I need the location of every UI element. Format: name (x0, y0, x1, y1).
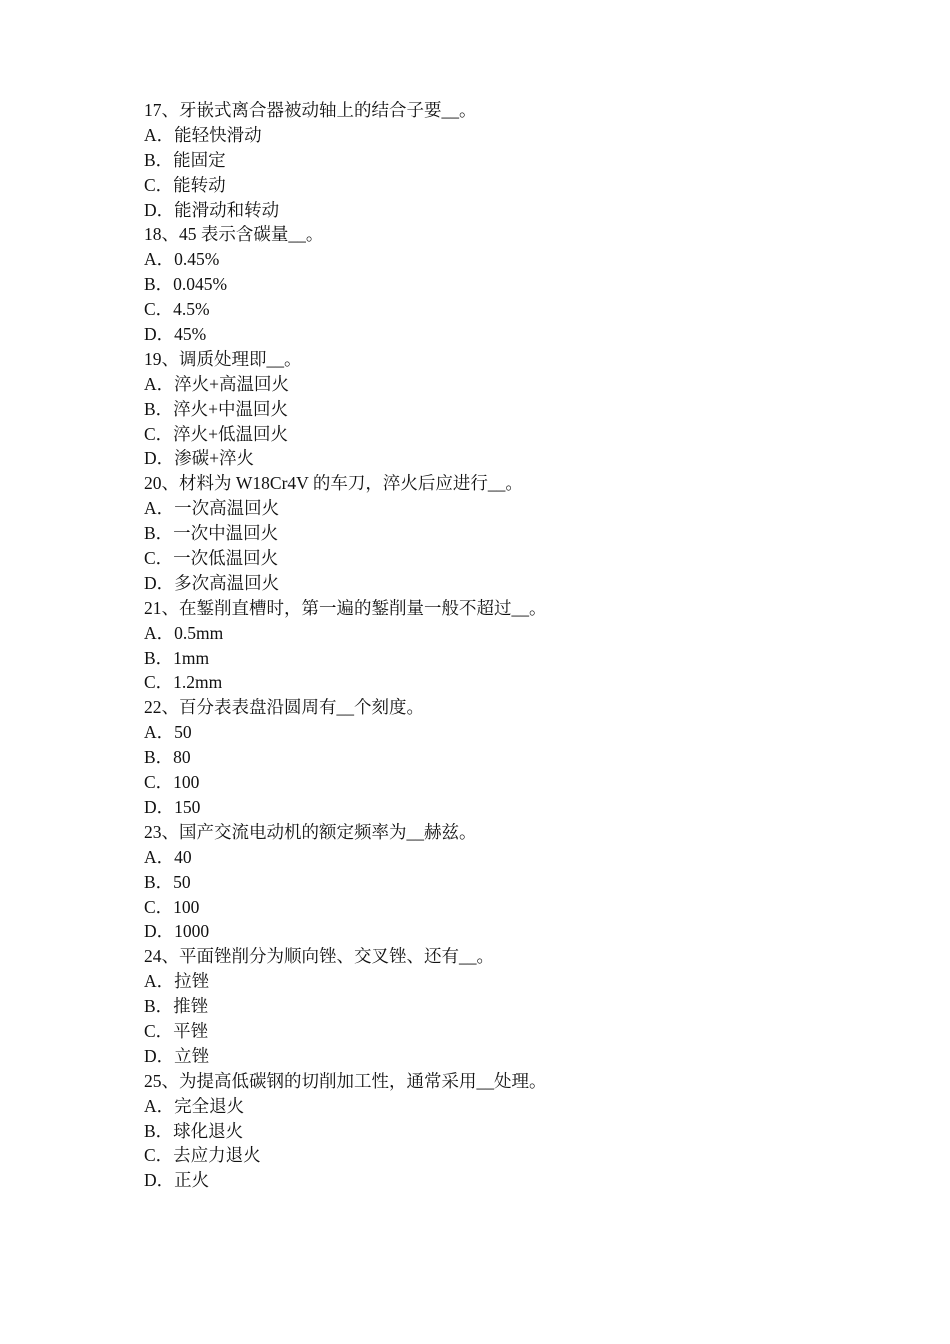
answer-option: D．150 (144, 796, 201, 817)
answer-option: B．球化退火 (144, 1120, 244, 1141)
answer-option: A．40 (144, 846, 192, 867)
answer-option: D．渗碳+淬火 (144, 448, 255, 469)
question-stem: 19、调质处理即__。 (144, 348, 302, 369)
answer-option: A．完全退火 (144, 1095, 245, 1116)
answer-option: B．1mm (144, 647, 210, 668)
question-stem: 18、45 表示含碳量__。 (144, 224, 324, 245)
answer-option: D．能滑动和转动 (144, 199, 280, 220)
answer-option: B．80 (144, 747, 191, 768)
question-list (144, 98, 844, 1193)
answer-option: B．一次中温回火 (144, 523, 279, 544)
answer-option: D．多次高温回火 (144, 572, 280, 593)
answer-option: C．4.5% (144, 299, 210, 320)
answer-option: B．能固定 (144, 149, 226, 170)
answer-option: C．去应力退火 (144, 1145, 261, 1166)
question-stem: 21、在錾削直槽时，第一遍的錾削量一般不超过__。 (144, 597, 547, 618)
answer-option: D．1000 (144, 921, 210, 942)
answer-option: D．正火 (144, 1170, 210, 1191)
answer-option: C．100 (144, 772, 200, 793)
answer-option: B．推锉 (144, 996, 209, 1017)
answer-option: A．能轻快滑动 (144, 124, 262, 145)
answer-option: C．淬火+低温回火 (144, 423, 289, 444)
answer-option: B．50 (144, 871, 191, 892)
answer-option: A．0.5mm (144, 622, 224, 643)
answer-option: C．一次低温回火 (144, 548, 279, 569)
answer-option: A．50 (144, 722, 192, 743)
answer-option: B．0.045% (144, 274, 228, 295)
answer-option: D．立锉 (144, 1045, 210, 1066)
answer-option: C．1.2mm (144, 672, 223, 693)
answer-option: B．淬火+中温回火 (144, 398, 289, 419)
answer-option: C．平锉 (144, 1020, 209, 1041)
answer-option: A．0.45% (144, 249, 220, 270)
answer-option: C．能转动 (144, 174, 226, 195)
answer-option: A．拉锉 (144, 971, 210, 992)
question-stem: 17、牙嵌式离合器被动轴上的结合子要__。 (144, 100, 477, 120)
answer-option: D．45% (144, 324, 207, 345)
question-stem: 25、为提高低碳钢的切削加工性，通常采用__处理。 (144, 1070, 547, 1091)
answer-option: A．淬火+高温回火 (144, 373, 290, 394)
question-stem: 23、国产交流电动机的额定频率为__赫兹。 (144, 821, 477, 842)
answer-option: A．一次高温回火 (144, 498, 280, 519)
question-stem: 22、百分表表盘沿圆周有__个刻度。 (144, 697, 424, 718)
question-stem: 24、平面锉削分为顺向锉、交叉锉、还有__。 (144, 946, 494, 967)
question-stem: 20、材料为 W18Cr4V 的车刀，淬火后应进行__。 (144, 473, 523, 494)
answer-option: C．100 (144, 896, 200, 917)
